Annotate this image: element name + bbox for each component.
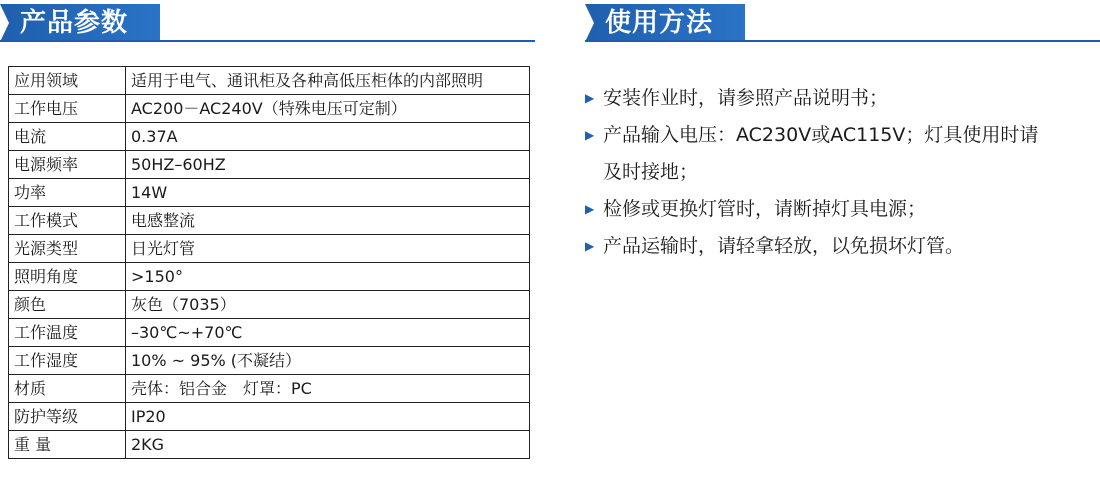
table-row (9, 403, 530, 431)
table-row (9, 207, 530, 235)
list-item (585, 117, 1100, 191)
spec-value: 壳体：铝合金 灯罩：PC (126, 375, 530, 403)
spec-table (8, 66, 530, 459)
spec-value: –30℃~+70℃ (126, 319, 530, 347)
spec-value: 2KG (126, 431, 530, 459)
table-row (9, 123, 530, 151)
spec-value: 14W (126, 179, 530, 207)
list-item (585, 80, 1100, 117)
table-row (9, 263, 530, 291)
spec-key: 应用领域 (9, 67, 126, 95)
spec-key: 功率 (9, 179, 126, 207)
triangle-right-icon: ▶ (585, 239, 595, 253)
triangle-right-icon: ▶ (585, 128, 595, 142)
triangle-right-icon: ▶ (585, 202, 595, 216)
header-rule (0, 40, 535, 42)
list-item-text: 产品输入电压：AC230V或AC115V；灯具使用时请 (603, 124, 1039, 146)
table-row (9, 347, 530, 375)
section-title-params: 产品参数 (20, 8, 129, 38)
table-row (9, 151, 530, 179)
list-item-text: 产品运输时，请轻拿轻放，以免损坏灯管。 (603, 235, 965, 257)
spec-key: 工作电压 (9, 95, 126, 123)
spec-key: 电流 (9, 123, 126, 151)
spec-value: AC200－AC240V（特殊电压可定制） (126, 95, 530, 123)
usage-list (585, 80, 1100, 265)
table-row (9, 95, 530, 123)
table-row (9, 235, 530, 263)
spec-key: 重 量 (9, 431, 126, 459)
section-title-usage: 使用方法 (605, 8, 714, 38)
list-item-text-cont: 及时接地； (603, 161, 699, 183)
spec-key: 照明角度 (9, 263, 126, 291)
spec-value: IP20 (126, 403, 530, 431)
table-row (9, 375, 530, 403)
table-row (9, 291, 530, 319)
spec-value: 0.37A (126, 123, 530, 151)
spec-key: 工作模式 (9, 207, 126, 235)
spec-value: 适用于电气、通讯柜及各种高低压柜体的内部照明 (126, 67, 530, 95)
spec-value: 50HZ–60HZ (126, 151, 530, 179)
list-item (585, 228, 1100, 265)
triangle-right-icon: ▶ (585, 91, 595, 105)
table-row (9, 179, 530, 207)
section-header-usage (585, 4, 1100, 42)
table-row (9, 431, 530, 459)
section-header-params (0, 4, 535, 42)
list-item (585, 191, 1100, 228)
spec-key: 工作湿度 (9, 347, 126, 375)
spec-key: 颜色 (9, 291, 126, 319)
spec-key: 工作温度 (9, 319, 126, 347)
list-item-text: 检修或更换灯管时，请断掉灯具电源； (603, 198, 927, 220)
spec-key: 电源频率 (9, 151, 126, 179)
header-rule (585, 40, 1100, 42)
table-row (9, 319, 530, 347)
spec-value: 灰色（7035） (126, 291, 530, 319)
spec-key: 防护等级 (9, 403, 126, 431)
spec-value: >150° (126, 263, 530, 291)
spec-value: 电感整流 (126, 207, 530, 235)
list-item-text: 安装作业时，请参照产品说明书； (603, 87, 889, 109)
spec-value: 日光灯管 (126, 235, 530, 263)
spec-key: 光源类型 (9, 235, 126, 263)
spec-key: 材质 (9, 375, 126, 403)
table-row (9, 67, 530, 95)
spec-value: 10% ~ 95% (不凝结） (126, 347, 530, 375)
